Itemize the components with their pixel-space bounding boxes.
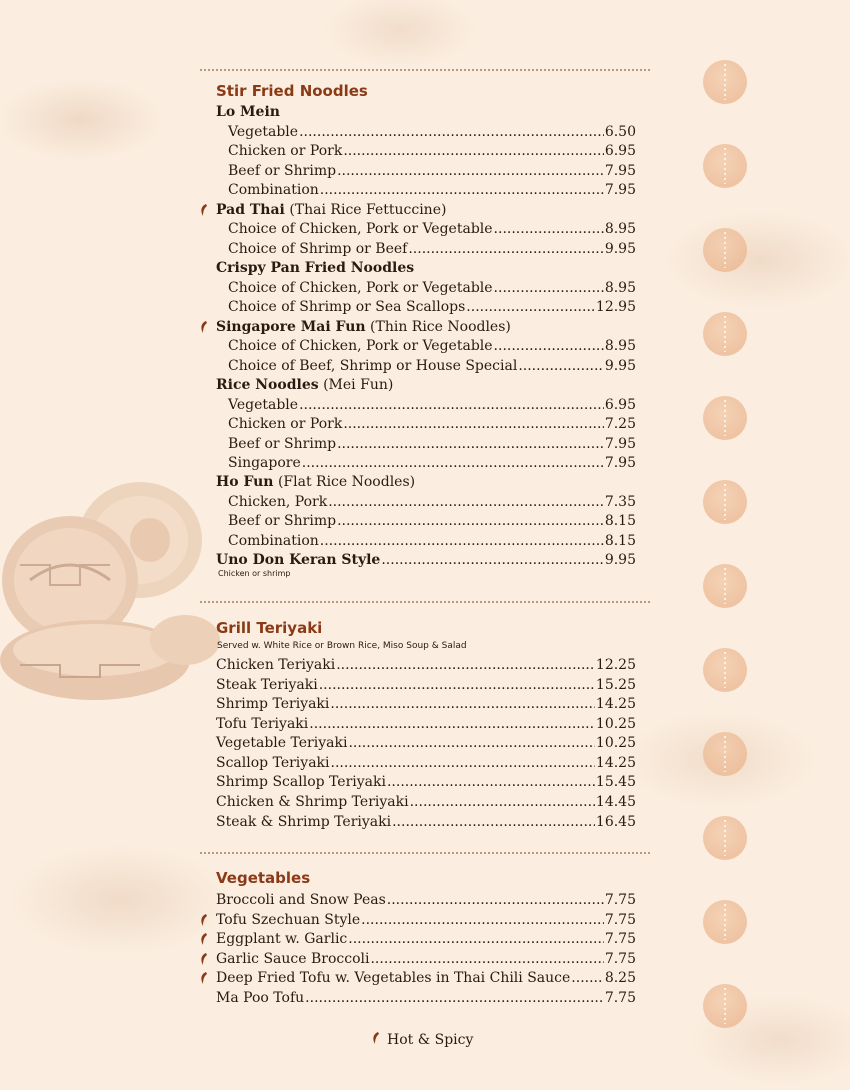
chili-pepper-icon: [371, 1031, 381, 1045]
menu-item: [228, 221, 636, 240]
menu-group-pad-thai: [216, 202, 446, 218]
item-name: Vegetable: [228, 397, 299, 413]
menu-item: [228, 163, 636, 182]
menu-item: [216, 912, 636, 931]
menu-item: [216, 794, 636, 813]
menu-item: [228, 436, 636, 455]
menu-item: [228, 299, 636, 318]
chili-pepper-icon: [199, 932, 209, 946]
item-price: 8.95: [604, 221, 636, 237]
section-title-stir-fried: Stir Fried Noodles: [216, 82, 368, 100]
item-price: 7.75: [604, 931, 636, 947]
menu-group-rice-noodles: [216, 377, 393, 393]
chili-pepper-icon: [199, 971, 209, 985]
menu-item: [216, 951, 636, 970]
menu-group-lo-mein: [216, 104, 280, 120]
decorative-circle: [703, 228, 747, 272]
item-price: 7.95: [604, 163, 636, 179]
item-name: Combination: [228, 182, 319, 198]
item-price: 16.45: [595, 814, 636, 830]
item-name: Shrimp Teriyaki: [216, 696, 330, 712]
item-price: 6.50: [604, 124, 636, 140]
item-note: Chicken or shrimp: [218, 569, 291, 578]
item-name: Beef or Shrimp: [228, 163, 337, 179]
item-name: Vegetable: [228, 124, 299, 140]
section-title-vegetables: Vegetables: [216, 869, 311, 887]
decorative-circle-column: [703, 60, 747, 1040]
menu-item: [228, 494, 636, 513]
menu-item: [216, 774, 636, 793]
menu-item: [228, 182, 636, 201]
group-desc: (Thin Rice Noodles): [370, 319, 511, 335]
item-price: 14.25: [595, 755, 636, 771]
item-price: 7.95: [604, 455, 636, 471]
bowls-illustration: [0, 470, 220, 720]
menu-item: [228, 455, 636, 474]
menu-item: [216, 814, 636, 833]
menu-item: [216, 990, 636, 1009]
item-name: Tofu Teriyaki: [216, 716, 309, 732]
item-price: 7.75: [604, 892, 636, 908]
chili-pepper-icon: [199, 952, 209, 966]
menu-item: [216, 716, 636, 735]
item-name: Vegetable Teriyaki: [216, 735, 348, 751]
item-price: 7.35: [604, 494, 636, 510]
menu-item: [228, 124, 636, 143]
item-name: Deep Fried Tofu w. Vegetables in Thai Chili Sauce: [216, 970, 571, 986]
menu-item: [228, 416, 636, 435]
item-price: 8.15: [604, 533, 636, 549]
menu-item: [216, 696, 636, 715]
item-price: 7.95: [604, 436, 636, 452]
menu-item: [216, 892, 636, 911]
section-divider: [200, 852, 650, 854]
item-price: 7.75: [604, 912, 636, 928]
chili-pepper-icon: [199, 203, 209, 217]
item-price: 14.45: [595, 794, 636, 810]
item-price: 9.95: [604, 552, 636, 568]
item-price: 7.75: [604, 990, 636, 1006]
item-price: 12.95: [595, 299, 636, 315]
item-name: Choice of Chicken, Pork or Vegetable: [228, 221, 493, 237]
item-name: Chicken or Pork: [228, 416, 343, 432]
item-name: Chicken & Shrimp Teriyaki: [216, 794, 409, 810]
menu-item: [216, 931, 636, 950]
menu-item: [228, 397, 636, 416]
item-name: Chicken Teriyaki: [216, 657, 336, 673]
decorative-circle: [703, 900, 747, 944]
menu-item: [228, 533, 636, 552]
item-name: Singapore: [228, 455, 301, 471]
item-name: Chicken or Pork: [228, 143, 343, 159]
item-price: 8.95: [604, 280, 636, 296]
group-desc: (Mei Fun): [323, 377, 394, 393]
group-name: Ho Fun: [216, 474, 274, 490]
item-price: 8.15: [604, 513, 636, 529]
item-name: Choice of Shrimp or Sea Scallops: [228, 299, 466, 315]
item-name: Beef or Shrimp: [228, 436, 337, 452]
group-name: Lo Mein: [216, 104, 280, 120]
item-name: Garlic Sauce Broccoli: [216, 951, 370, 967]
item-price: 12.25: [595, 657, 636, 673]
section-divider: [200, 601, 650, 603]
decorative-circle: [703, 396, 747, 440]
item-price: 10.25: [595, 735, 636, 751]
legend-label: Hot & Spicy: [387, 1032, 474, 1048]
item-name: Choice of Shrimp or Beef: [228, 241, 408, 257]
item-price: 7.25: [604, 416, 636, 432]
section-title-teriyaki: Grill Teriyaki: [216, 619, 323, 637]
menu-item: [228, 358, 636, 377]
item-name: Eggplant w. Garlic: [216, 931, 348, 947]
group-name: Crispy Pan Fried Noodles: [216, 260, 415, 276]
item-name: Steak Teriyaki: [216, 677, 318, 693]
decorative-circle: [703, 60, 747, 104]
group-name: Singapore Mai Fun: [216, 319, 366, 335]
section-note: Served w. White Rice or Brown Rice, Miso Soup & Salad: [217, 641, 467, 651]
menu-group-crispy: [216, 260, 414, 276]
menu-item: [216, 755, 636, 774]
item-price: 10.25: [595, 716, 636, 732]
menu-item: [228, 241, 636, 260]
item-price: 6.95: [604, 143, 636, 159]
item-name: Tofu Szechuan Style: [216, 912, 361, 928]
group-desc: (Flat Rice Noodles): [277, 474, 416, 490]
chili-pepper-icon: [199, 913, 209, 927]
group-name: Rice Noodles: [216, 377, 319, 393]
menu-item: [216, 970, 636, 989]
item-price: 6.95: [604, 397, 636, 413]
group-name: Pad Thai: [216, 202, 285, 218]
decorative-circle: [703, 984, 747, 1028]
item-price: 8.95: [604, 338, 636, 354]
item-name: Ma Poo Tofu: [216, 990, 305, 1006]
decorative-circle: [703, 648, 747, 692]
item-price: 7.75: [604, 951, 636, 967]
section-divider: [200, 69, 650, 71]
menu-item: [228, 280, 636, 299]
item-name: Chicken, Pork: [228, 494, 328, 510]
item-price: 8.25: [604, 970, 636, 986]
decorative-circle: [703, 144, 747, 188]
item-name: Shrimp Scallop Teriyaki: [216, 774, 386, 790]
item-price: 14.25: [595, 696, 636, 712]
menu-item: [228, 143, 636, 162]
item-price: 9.95: [604, 358, 636, 374]
menu-item: [216, 677, 636, 696]
legend-hot-spicy: [371, 1031, 473, 1048]
item-price: 15.25: [595, 677, 636, 693]
item-name: Choice of Chicken, Pork or Vegetable: [228, 338, 493, 354]
item-name: Broccoli and Snow Peas: [216, 892, 386, 908]
item-name: Beef or Shrimp: [228, 513, 337, 529]
item-name: Steak & Shrimp Teriyaki: [216, 814, 392, 830]
item-name: Combination: [228, 533, 319, 549]
menu-item: [216, 657, 636, 676]
item-name: Scallop Teriyaki: [216, 755, 330, 771]
decorative-circle: [703, 312, 747, 356]
item-name: Choice of Chicken, Pork or Vegetable: [228, 280, 493, 296]
decorative-circle: [703, 480, 747, 524]
group-desc: (Thai Rice Fettuccine): [289, 202, 447, 218]
item-price: 7.95: [604, 182, 636, 198]
item-name: Uno Don Keran Style: [216, 552, 381, 568]
item-price: 9.95: [604, 241, 636, 257]
chili-pepper-icon: [199, 320, 209, 334]
decorative-circle: [703, 564, 747, 608]
menu-group-ho-fun: [216, 474, 415, 490]
menu-item: [216, 735, 636, 754]
menu-item: [228, 513, 636, 532]
item-name: Choice of Beef, Shrimp or House Special: [228, 358, 518, 374]
menu-group-singapore: [216, 319, 511, 335]
menu-item: [228, 338, 636, 357]
item-price: 15.45: [595, 774, 636, 790]
decorative-circle: [703, 732, 747, 776]
decorative-circle: [703, 816, 747, 860]
